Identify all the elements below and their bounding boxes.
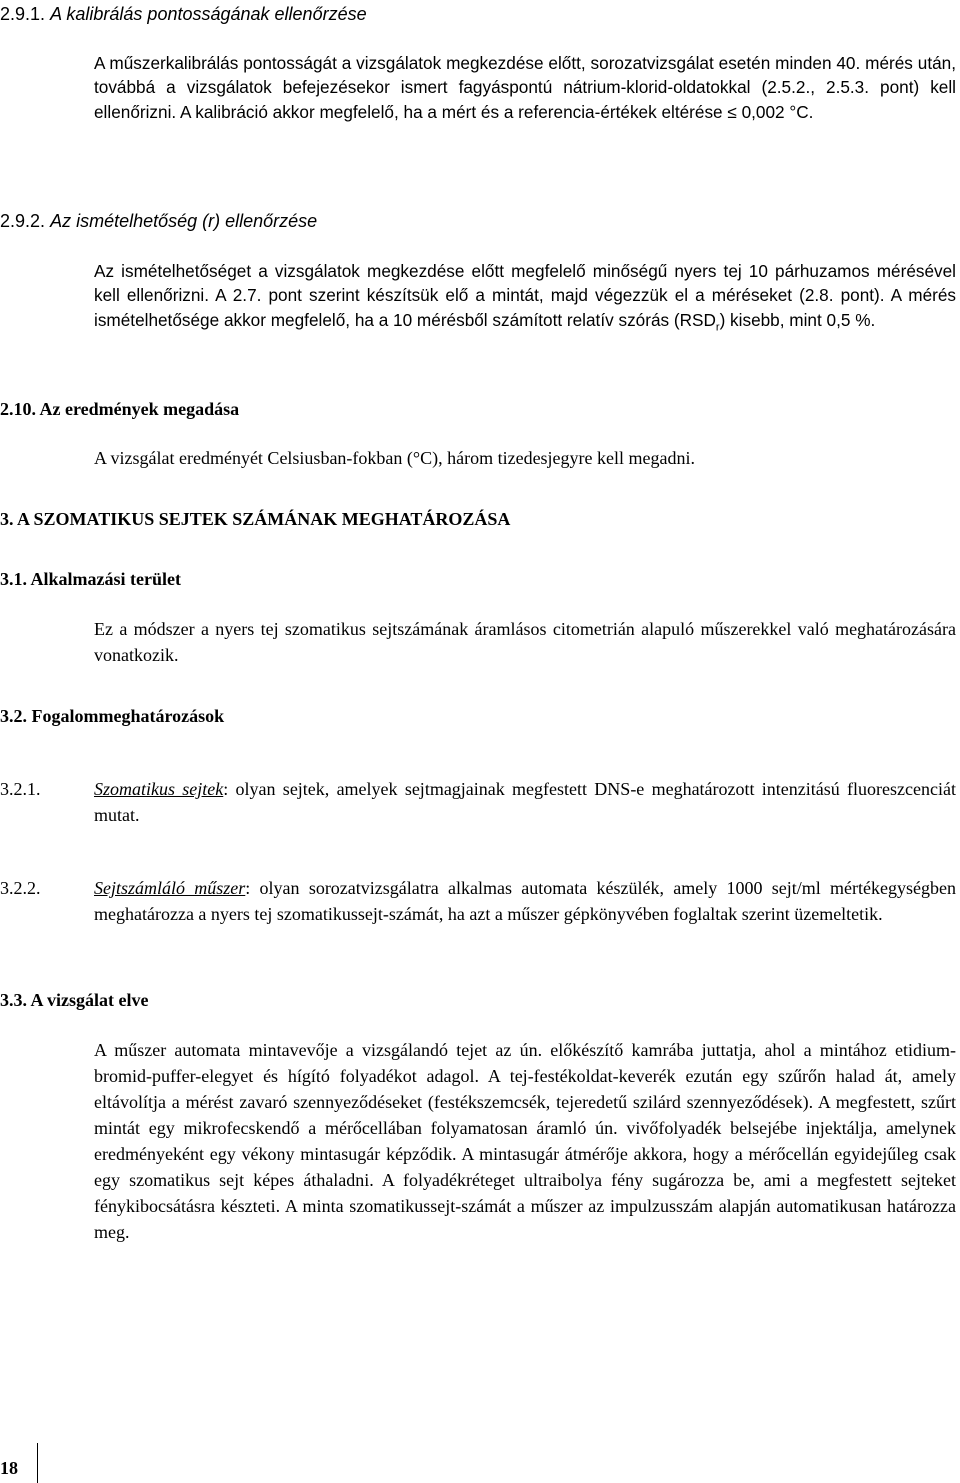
- definition-body: [94, 875, 956, 927]
- text-part: ) kisebb, mint 0,5 %.: [719, 309, 876, 330]
- definition-3-2-1: [0, 776, 956, 828]
- definition-3-2-2: [0, 875, 956, 927]
- definition-term: Sejtszámláló műszer: [94, 878, 246, 898]
- heading-title: A SZOMATIKUS SEJTEK SZÁMÁNAK MEGHATÁROZÁSA: [17, 509, 511, 529]
- heading-number: 2.9.2.: [0, 211, 46, 231]
- heading-title: A vizsgálat elve: [30, 990, 149, 1010]
- heading-2-9-1: [0, 3, 367, 25]
- subscript: r: [715, 321, 720, 334]
- paragraph-2-9-1: A műszerkalibrálás pontosságát a vizsgálatok megkezdése előtt, sorozatvizsgálat esetén minden 40. mérés után, továbbá a vizsgálatok befejezésekor ismert fagyáspontú nátrium-klorid-oldatokkal (2.5.2., 2.5.3. pont) kell ellenőrizni. A kalibráció akkor megfelelő, ha a mért és a referencia-értékek eltérése ≤ 0,002 °C.: [94, 53, 956, 122]
- heading-number: 3.1.: [0, 569, 27, 589]
- definition-text: : olyan sorozatvizsgálatra alkalmas automata készülék, amely 1000 sejt/ml mértékegységben meghatározza a nyers tej szomatikussejt-számát, ha azt a műszer gépkönyvében foglaltak szerint üzemeltetik.: [94, 878, 956, 924]
- heading-2-9-2: [0, 210, 317, 232]
- heading-3-3: [0, 989, 149, 1011]
- heading-number: 3.: [0, 509, 14, 529]
- heading-3-2: [0, 705, 224, 727]
- heading-title: Az ismételhetőség (r) ellenőrzése: [50, 211, 318, 231]
- heading-number: 3.3.: [0, 990, 27, 1010]
- heading-title: Az eredmények megadása: [39, 399, 240, 419]
- paragraph-3-3: A műszer automata mintavevője a vizsgálandó tejet az ún. előkészítő kamrába juttatja, ahol a mintához etidium-bromid-puffer-elegyet és hígító folyadékot adagol. A tej-festékoldat-keverék ezután egy szűrőn halad át, amely eltávolítja a mérést zavaró szennyeződéseket (festékszemcsék, tejeredetű szilárd szennyeződések). A megfestett, szűrt mintát egy mikrofecskendő a mérőcellában folyamatosan áramló ún. vivőfolyadék belsejébe injektálja, amelynek eredményeként egy vékony mintasugár képződik. A mintasugár átmérője akkora, hogy a mérőcellán egyidejűleg csak egy szomatikus sejt képes áthaladni. A folyadékréteget ultraibolya fény sugározza be, ami a megfestett sejteket fénykibocsátásra készteti. A minta szomatikussejt-számát a műszer az impulzusszám alapján automatikusan határozza meg.: [94, 1040, 956, 1242]
- page-number-rule: [37, 1443, 38, 1483]
- heading-3: [0, 508, 510, 530]
- heading-title: A kalibrálás pontosságának ellenőrzése: [50, 4, 367, 24]
- definition-number: 3.2.2.: [0, 878, 41, 898]
- heading-number: 2.10.: [0, 399, 36, 419]
- definition-text: : olyan sejtek, amelyek sejtmagjainak megfestett DNS-e meghatározott intenzitású fluoreszcenciát mutat.: [94, 779, 956, 825]
- heading-title: Alkalmazási terület: [30, 569, 181, 589]
- definition-term: Szomatikus sejtek: [94, 779, 224, 799]
- paragraph-2-9-2: [94, 259, 956, 332]
- heading-title: Fogalommeghatározások: [31, 706, 225, 726]
- heading-3-1: [0, 568, 181, 590]
- paragraph-3-1: Ez a módszer a nyers tej szomatikus sejtszámának áramlásos citometrián alapuló műszerekkel való meghatározására vonatkozik.: [94, 619, 956, 665]
- heading-number: 3.2.: [0, 706, 27, 726]
- page-number: 18: [0, 1458, 18, 1478]
- definition-number: 3.2.1.: [0, 779, 41, 799]
- paragraph-2-10: A vizsgálat eredményét Celsiusban-fokban (°C), három tizedesjegyre kell megadni.: [94, 448, 696, 468]
- definition-body: [94, 776, 956, 828]
- heading-number: 2.9.1.: [0, 4, 46, 24]
- text-part: Az ismételhetőséget a vizsgálatok megkezdése előtt megfelelő minőségű nyers tej 10 párhuzamos mérésével kell ellenőrizni. A 2.7. pont szerint készítsük elő a mintát, majd végezzük el a méréseket (2.8. pont). A mérés ismételhetősége akkor megfelelő, ha a 10 mérésből számított relatív szórás (RSD: [94, 261, 956, 330]
- heading-2-10: [0, 398, 239, 420]
